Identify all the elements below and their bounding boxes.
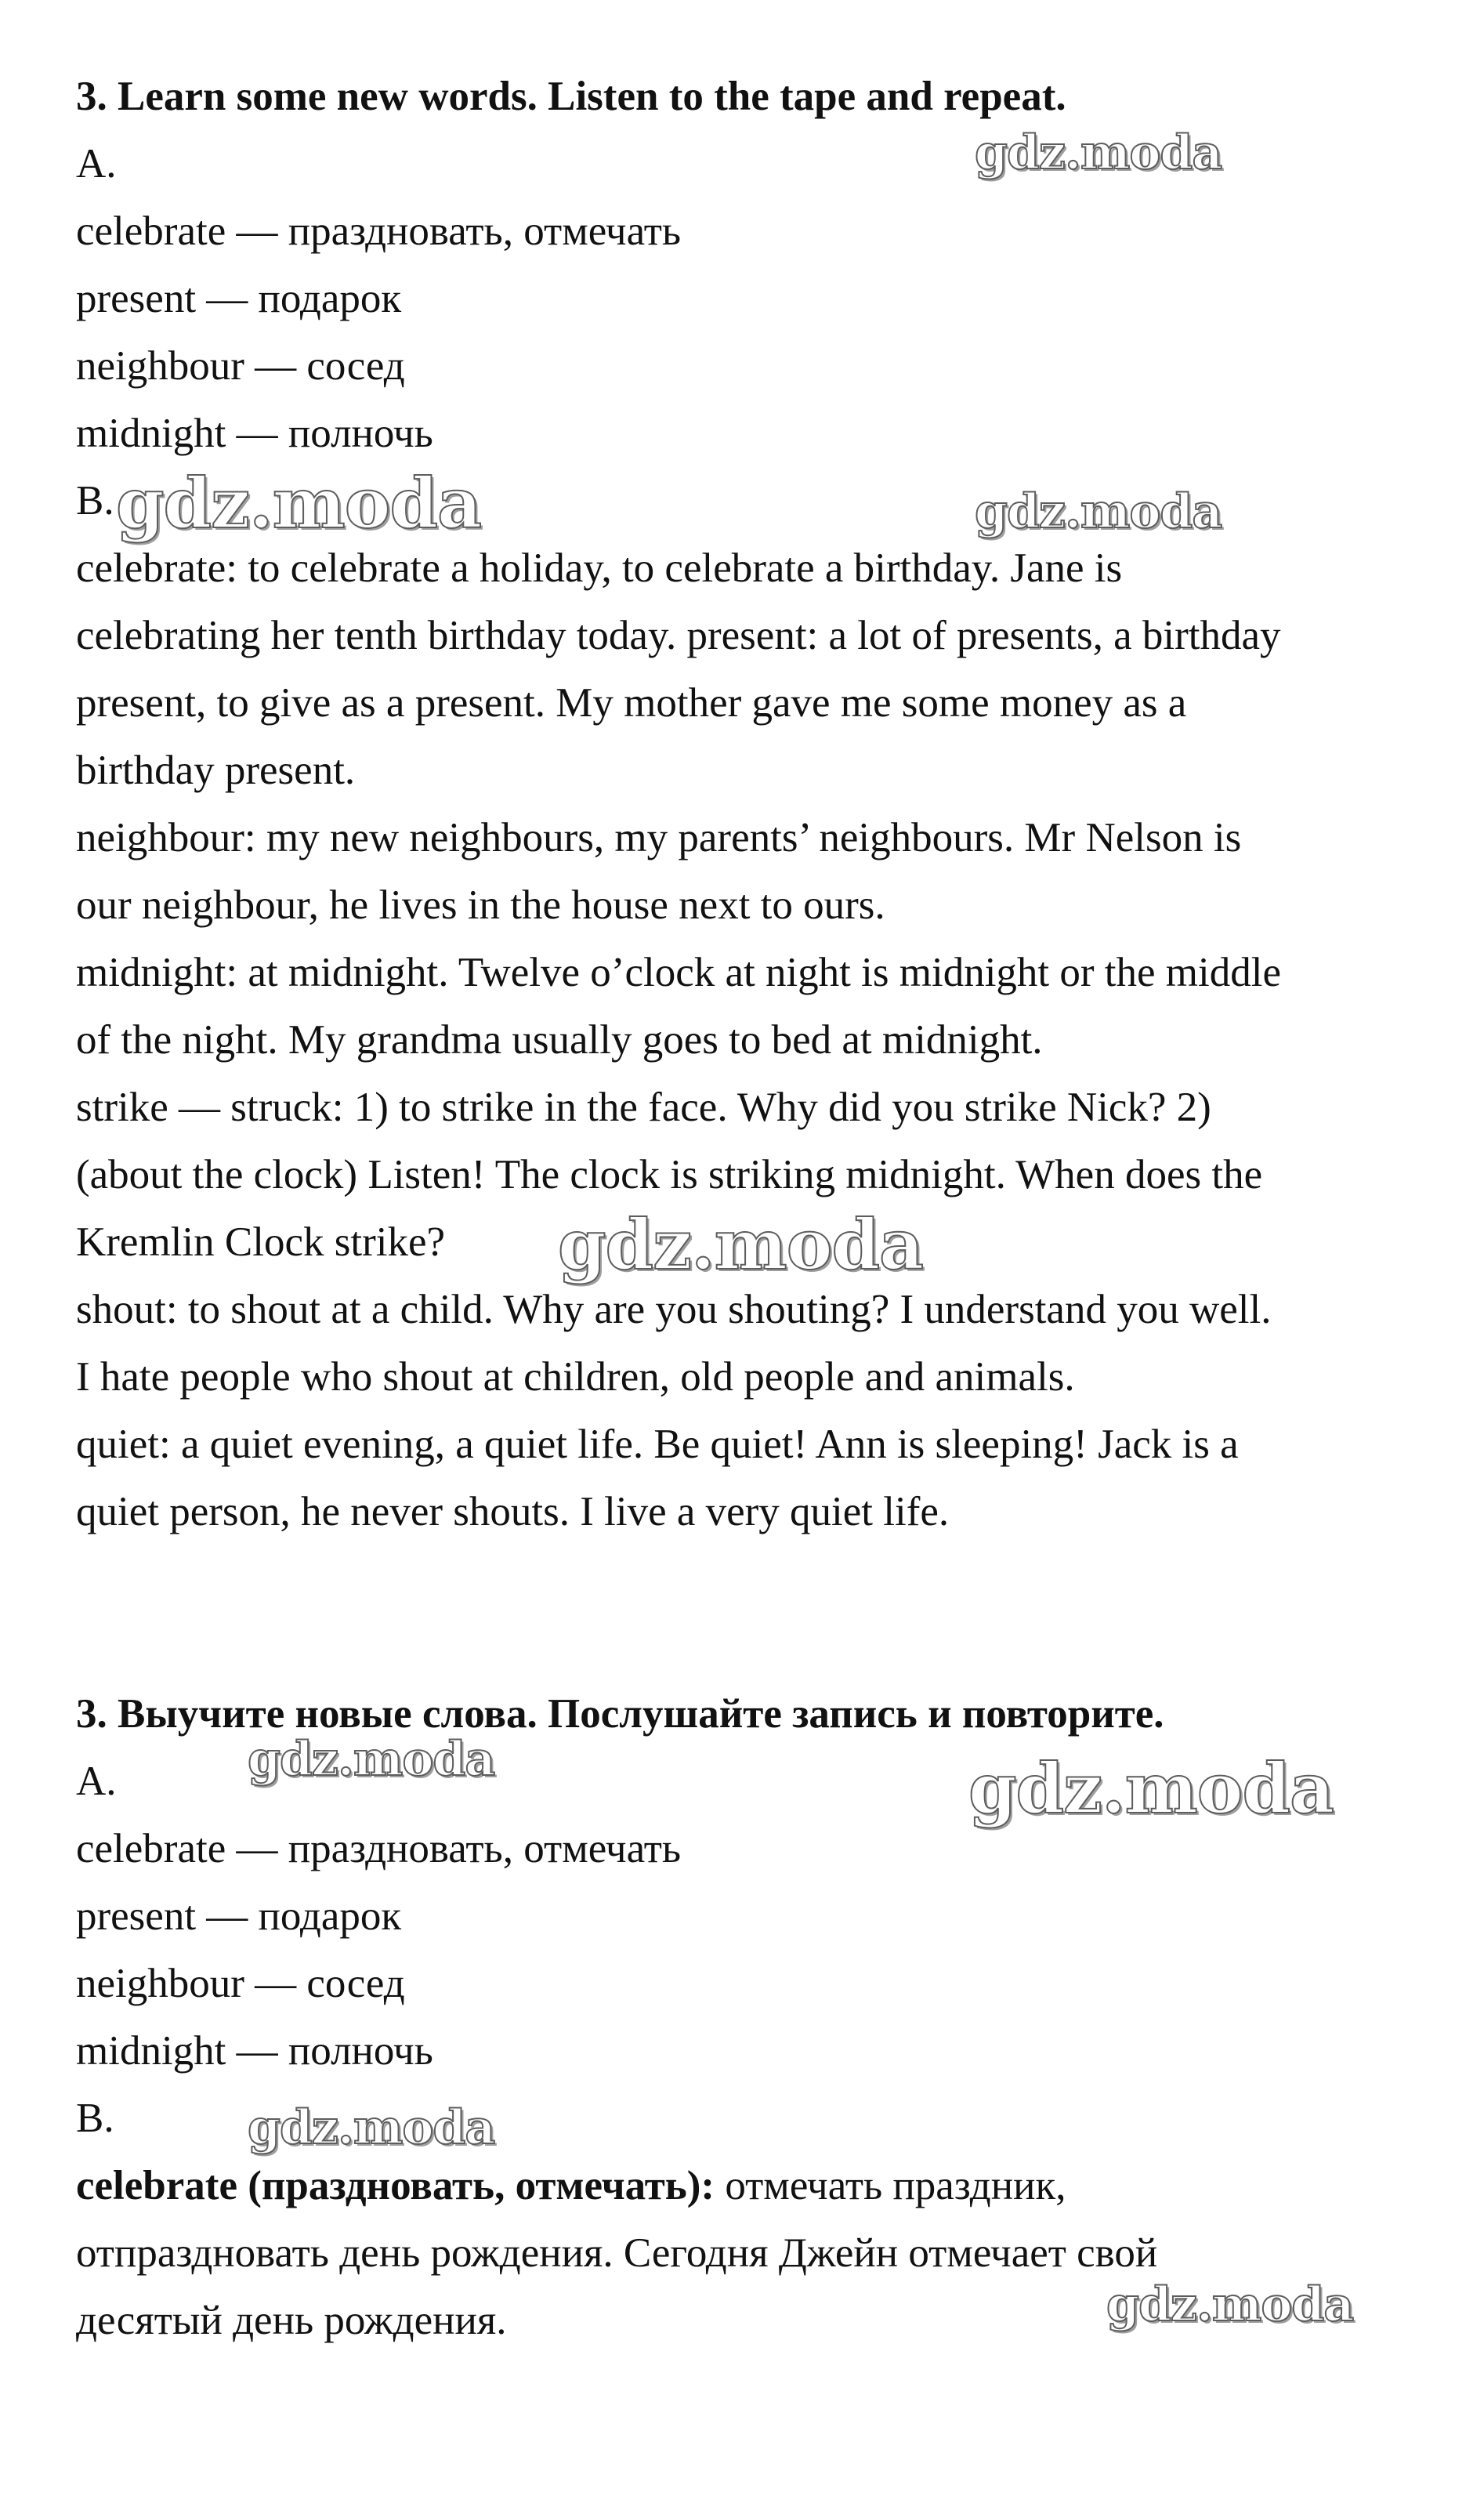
- english-line-13: I hate people who shout at children, old people and animals.: [76, 1354, 1075, 1400]
- section-gap: [76, 1545, 1408, 1680]
- english-part-a-label: A.: [76, 141, 117, 187]
- english-line-8: of the night. My grandma usually goes to bed at midnight.: [76, 1017, 1043, 1063]
- english-line-14: quiet: a quiet evening, a quiet life. Be quiet! Ann is sleeping! Jack is a: [76, 1422, 1239, 1467]
- english-line-5: neighbour: my new neighbours, my parents’ neighbours. Mr Nelson is: [76, 815, 1242, 860]
- russian-part-a-label: A.: [76, 1759, 117, 1804]
- watermark-4: gdz.moda: [558, 1204, 924, 1285]
- english-line-11: Kremlin Clock strike?: [76, 1219, 445, 1265]
- watermark-2: gdz.moda: [116, 462, 482, 544]
- watermark-7: gdz.moda: [248, 2100, 495, 2155]
- english-line-9: strike — struck: 1) to strike in the face. Why did you strike Nick? 2): [76, 1085, 1211, 1130]
- russian-word-4: midnight — полночь: [76, 2028, 433, 2074]
- english-line-12: shout: to shout at a child. Why are you shouting? I understand you well.: [76, 1287, 1272, 1332]
- english-line-1: celebrate: to celebrate a holiday, to celebrate a birthday. Jane is: [76, 545, 1123, 591]
- english-word-2: present — подарок: [76, 276, 402, 321]
- russian-part-b-label: B.: [76, 2096, 114, 2141]
- english-word-4: midnight — полночь: [76, 411, 433, 456]
- english-word-1: celebrate — праздновать, отмечать: [76, 208, 682, 254]
- russian-word-1: celebrate — праздновать, отмечать: [76, 1826, 682, 1871]
- english-line-3: present, to give as a present. My mother gave me some money as a: [76, 680, 1187, 726]
- english-word-3: neighbour — сосед: [76, 343, 405, 389]
- english-line-6: our neighbour, he lives in the house next to ours.: [76, 882, 885, 928]
- english-line-7: midnight: at midnight. Twelve o’clock at night is midnight or the middle: [76, 950, 1282, 995]
- english-line-10: (about the clock) Listen! The clock is striking midnight. When does the: [76, 1152, 1263, 1197]
- russian-word-2: present — подарок: [76, 1893, 402, 1939]
- russian-line-2: десятый день рождения.: [76, 2298, 507, 2343]
- watermark-8: gdz.moda: [1106, 2277, 1354, 2332]
- english-line-15: quiet person, he never shouts. I live a very quiet life.: [76, 1489, 950, 1534]
- watermark-6: gdz.moda: [968, 1748, 1334, 1829]
- russian-word-3: neighbour — сосед: [76, 1961, 405, 2006]
- english-line-4: birthday present.: [76, 748, 356, 793]
- watermark-3: gdz.moda: [975, 484, 1222, 539]
- russian-heading: 3. Выучите новые слова. Послушайте запись и повторите.: [76, 1691, 1164, 1737]
- english-line-2: celebrating her tenth birthday today. present: a lot of presents, a birthday: [76, 613, 1281, 658]
- watermark-5: gdz.moda: [248, 1732, 495, 1787]
- russian-term-celebrate-rest: отмечать праздник,: [715, 2163, 1066, 2208]
- russian-first-definition: [76, 2152, 1408, 2219]
- english-part-b-label: B.: [76, 478, 114, 523]
- russian-term-celebrate: celebrate (праздновать, отмечать):: [76, 2163, 715, 2208]
- russian-line-1: отпраздновать день рождения. Сегодня Джейн отмечает свой: [76, 2230, 1158, 2276]
- watermark-1: gdz.moda: [975, 125, 1222, 180]
- english-heading: 3. Learn some new words. Listen to the tape and repeat.: [76, 74, 1066, 119]
